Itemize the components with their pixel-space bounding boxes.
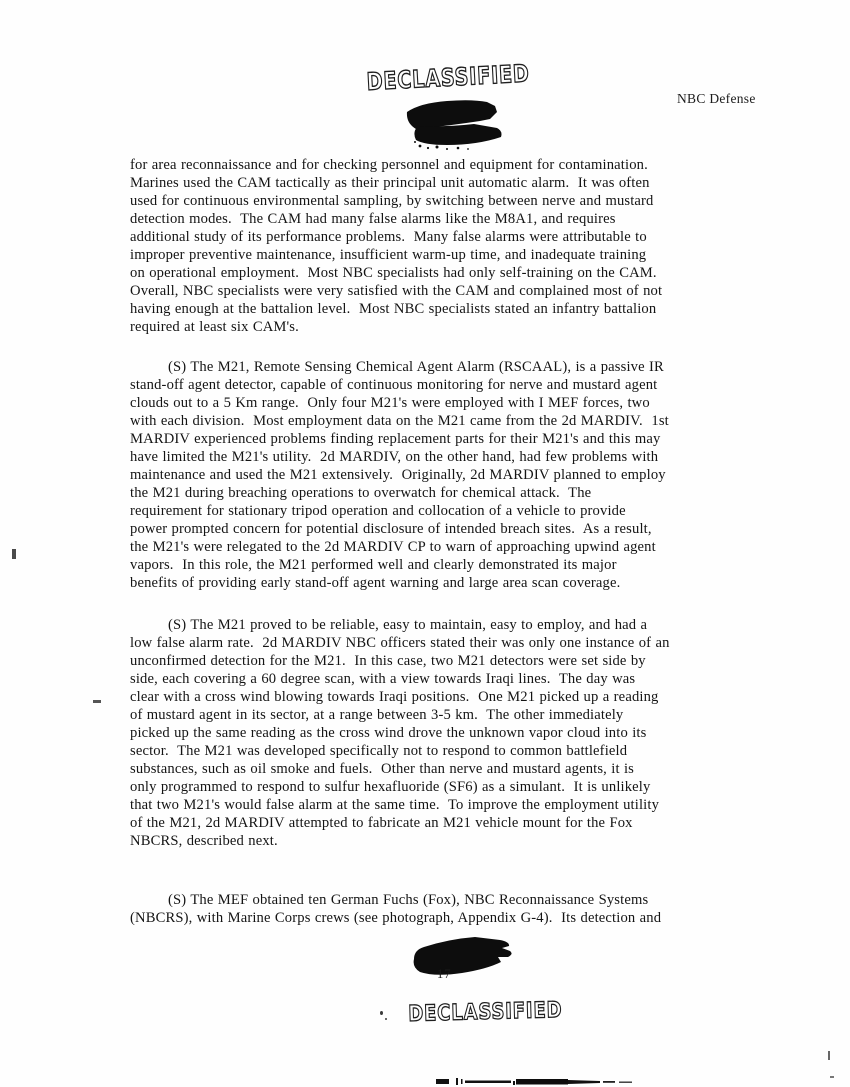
paragraph bbox=[130, 156, 770, 336]
text-line: that two M21's would false alarm at the same time. To improve the employment utility bbox=[130, 797, 660, 813]
text-line: of mustard agent in its sector, at a range between 3-5 km. The other immediately bbox=[130, 707, 624, 723]
text-line: for area reconnaissance and for checking personnel and equipment for contamination. bbox=[130, 157, 648, 173]
page-number: 17 bbox=[437, 967, 452, 981]
paragraph bbox=[130, 616, 770, 850]
scan-speck bbox=[828, 1051, 830, 1060]
text-line: vapors. In this role, the M21 performed well and clearly demonstrated its major bbox=[130, 557, 617, 573]
text-line: Overall, NBC specialists were very satisfied with the CAM and complained most of not bbox=[130, 283, 663, 299]
document-body bbox=[130, 156, 770, 927]
text-line: Marines used the CAM tactically as their principal unit automatic alarm. It was often bbox=[130, 175, 650, 191]
scan-speck bbox=[93, 700, 101, 703]
text-line: only programmed to respond to sulfur hexafluoride (SF6) as a simulant. It is unlikely bbox=[130, 779, 651, 795]
text-line: having enough at the battalion level. Most NBC specialists stated an infantry battalion bbox=[130, 301, 657, 317]
text-line: the M21 during breaching operations to overwatch for chemical attack. The bbox=[130, 485, 592, 501]
paragraph bbox=[130, 358, 770, 592]
text-line: of the M21, 2d MARDIV attempted to fabricate an M21 vehicle mount for the Fox bbox=[130, 815, 633, 831]
text-line: stand-off agent detector, capable of continuous monitoring for nerve and mustard agent bbox=[130, 377, 658, 393]
declassified-stamp-top: DECLASSIFIED bbox=[366, 59, 531, 96]
text-line: additional study of its performance problems. Many false alarms were attributable to bbox=[130, 229, 647, 245]
text-line: used for continuous environmental sampling, by switching between nerve and mustard bbox=[130, 193, 654, 209]
text-line: required at least six CAM's. bbox=[130, 319, 299, 335]
text-line: unconfirmed detection for the M21. In this case, two M21 detectors were set side by bbox=[130, 653, 646, 669]
text-line: side, each covering a 60 degree scan, with a view towards Iraqi lines. The day was bbox=[130, 671, 636, 687]
text-line: the M21's were relegated to the 2d MARDIV CP to warn of approaching upwind agent bbox=[130, 539, 656, 555]
text-line: improper preventive maintenance, insufficient warm-up time, and inadequate training bbox=[130, 247, 647, 263]
text-line: power prompted concern for potential disclosure of intended breach sites. As a result, bbox=[130, 521, 652, 537]
scan-speck bbox=[385, 1018, 387, 1020]
scan-speck bbox=[380, 1011, 383, 1015]
text-line: clouds out to a 5 Km range. Only four M21's were employed with I MEF forces, two bbox=[130, 395, 650, 411]
redaction-mark-bottom bbox=[407, 935, 517, 981]
text-line: with each division. Most employment data on the M21 came from the 2d MARDIV. 1st bbox=[130, 413, 669, 429]
text-line: detection modes. The CAM had many false alarms like the M8A1, and requires bbox=[130, 211, 616, 227]
text-line: (S) The M21 proved to be reliable, easy to maintain, easy to employ, and had a bbox=[168, 617, 648, 633]
text-line: MARDIV experienced problems finding replacement parts for their M21's and this may bbox=[130, 431, 661, 447]
text-line: benefits of providing early stand-off agent warning and large area scan coverage. bbox=[130, 575, 621, 591]
text-line: clear with a cross wind blowing towards Iraqi positions. One M21 picked up a reading bbox=[130, 689, 659, 705]
text-line: substances, such as oil smoke and fuels. Other than nerve and mustard agents, it is bbox=[130, 761, 635, 777]
text-line: NBCRS, described next. bbox=[130, 833, 278, 849]
header-classification-label: NBC Defense bbox=[677, 91, 756, 106]
text-line: have limited the M21's utility. 2d MARDIV, on the other hand, had few problems with bbox=[130, 449, 659, 465]
declassified-stamp-bottom: DECLASSIFIED bbox=[408, 997, 563, 1027]
text-line: (NBCRS), with Marine Corps crews (see photograph, Appendix G-4). Its detection and bbox=[130, 910, 662, 926]
text-line: (S) The MEF obtained ten German Fuchs (Fox), NBC Reconnaissance Systems bbox=[168, 892, 649, 908]
text-line: maintenance and used the M21 extensively. Originally, 2d MARDIV planned to employ bbox=[130, 467, 666, 483]
scan-speck bbox=[830, 1076, 834, 1078]
paragraph bbox=[130, 891, 770, 927]
text-line: picked up the same reading as the cross wind drove the unknown vapor cloud into its bbox=[130, 725, 647, 741]
text-line: (S) The M21, Remote Sensing Chemical Agent Alarm (RSCAAL), is a passive IR bbox=[168, 359, 664, 375]
text-line: low false alarm rate. 2d MARDIV NBC officers stated their was only one instance of an bbox=[130, 635, 670, 651]
text-line: sector. The M21 was developed specifically not to respond to common battlefield bbox=[130, 743, 628, 759]
redaction-mark-top bbox=[402, 97, 508, 153]
bottom-edge-redaction-bar bbox=[436, 1076, 636, 1087]
text-line: requirement for stationary tripod operation and collocation of a vehicle to provide bbox=[130, 503, 626, 519]
text-line: on operational employment. Most NBC specialists had only self-training on the CAM. bbox=[130, 265, 657, 281]
scan-speck bbox=[12, 549, 16, 559]
